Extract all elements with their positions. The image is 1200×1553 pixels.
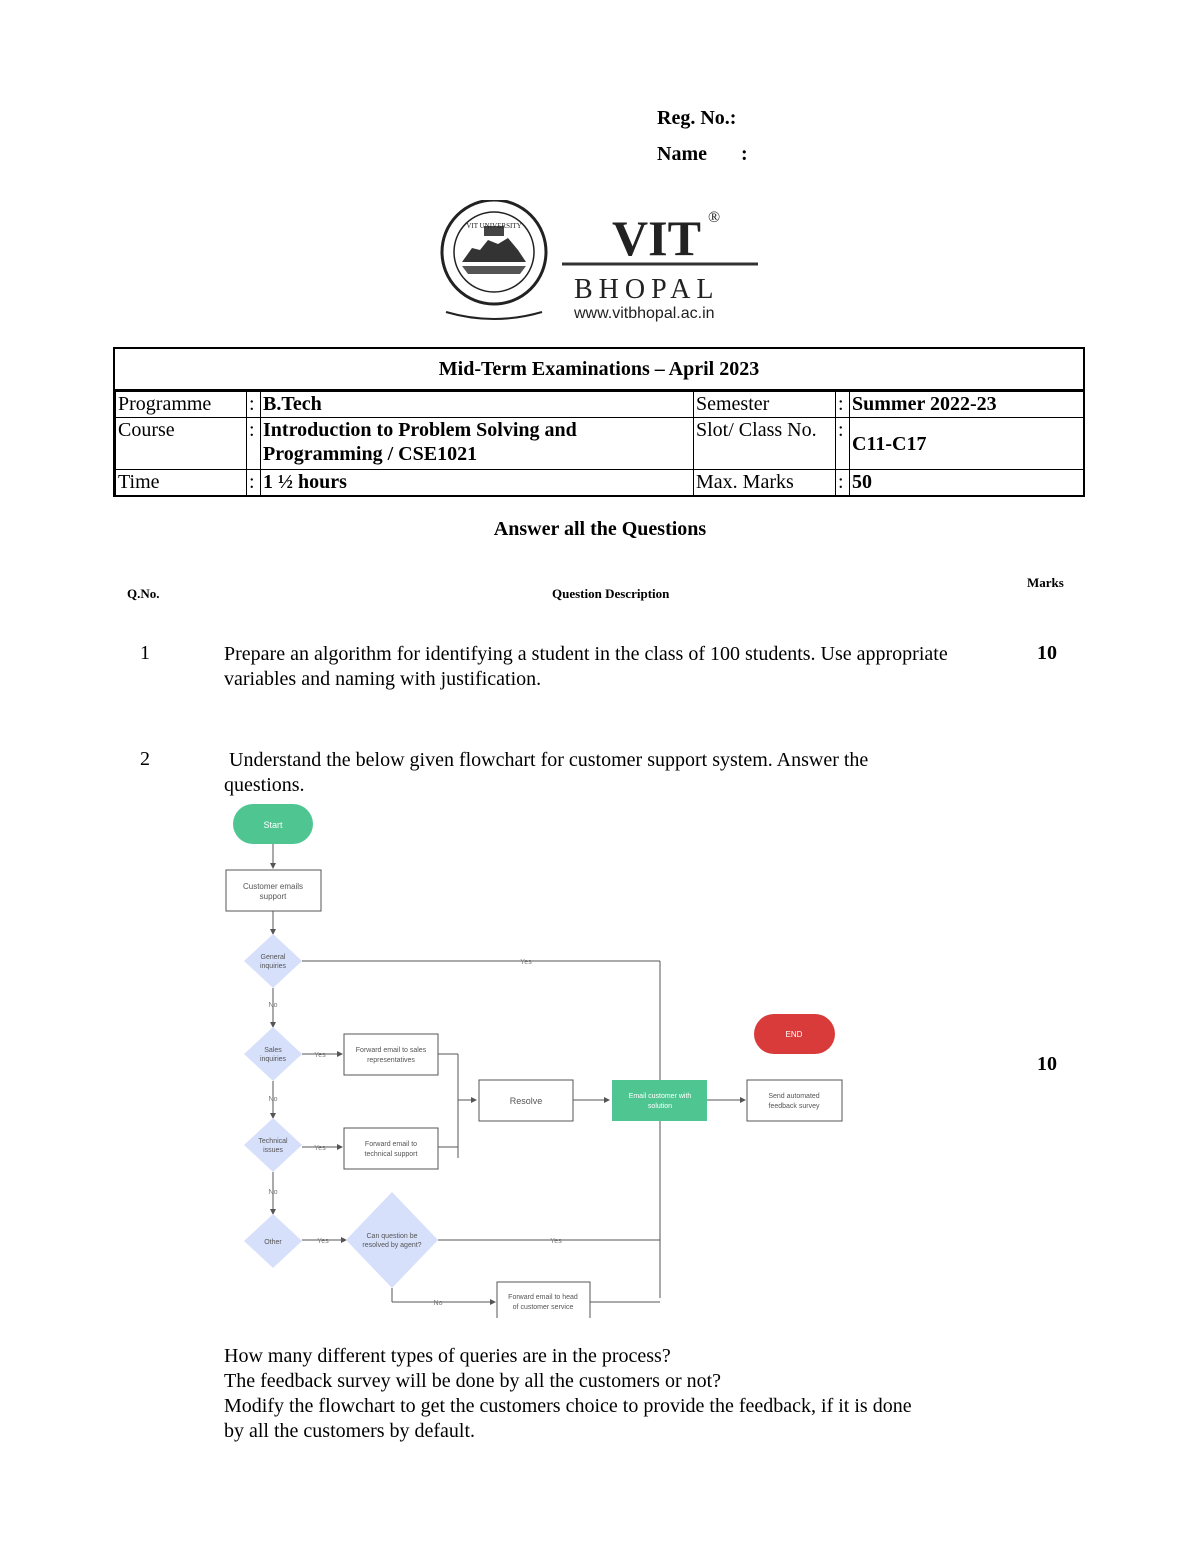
question-2-subquestions (224, 1344, 912, 1444)
email-solution-line1: Email customer with (628, 1093, 692, 1100)
customer-emails-line1: Customer emails (242, 882, 304, 891)
max-marks-label: Max. Marks (694, 470, 836, 496)
seal-inner-text: VIT UNIVERSITY (466, 222, 522, 230)
website-text[interactable]: www.vitbhopal.ac.in (574, 305, 715, 322)
forward-head-line1: Forward email to head (508, 1294, 578, 1301)
question-1-number: 1 (140, 642, 150, 664)
slot-value: C11-C17 (850, 418, 1084, 470)
question-2-line2: questions. (224, 774, 305, 796)
can-resolve-line2: resolved by agent? (362, 1242, 422, 1249)
sales-line2: inquiries (259, 1056, 287, 1063)
sales-line1: Sales (264, 1047, 282, 1054)
semester-value: Summer 2022-23 (850, 392, 1084, 418)
email-solution-node (612, 1080, 707, 1121)
question-2-line1: Understand the below given flowchart for customer support system. Answer the (224, 749, 869, 771)
other-label: Other (264, 1239, 282, 1246)
technical-no-label: No (268, 1189, 278, 1196)
exam-info-table (113, 347, 1085, 497)
colon: : (836, 418, 850, 470)
forward-sales-line2: representatives (367, 1057, 415, 1064)
qno-header: Q.No. (127, 586, 160, 601)
time-value: 1 ½ hours (261, 470, 694, 496)
forward-tech-node (344, 1128, 438, 1169)
can-resolve-yes-label: Yes (550, 1238, 562, 1245)
technical-line2: issues (263, 1147, 283, 1154)
customer-support-flowchart (220, 798, 850, 1318)
course-value-line1: Introduction to Problem Solving and (263, 419, 577, 441)
university-seal-icon (442, 200, 546, 319)
student-details (657, 100, 748, 172)
sales-no-label: No (268, 1096, 278, 1103)
sales-yes-label: Yes (314, 1052, 326, 1059)
question-2-text (224, 748, 1004, 798)
forward-sales-line1: Forward email to sales (355, 1047, 427, 1054)
course-value-line2: Programming / CSE1021 (263, 443, 478, 465)
name-label: Name (657, 143, 707, 165)
forward-sales-node (344, 1034, 438, 1075)
vit-bhopal-logo (432, 200, 762, 330)
end-label: END (785, 1030, 803, 1039)
general-yes-label: Yes (520, 959, 532, 966)
forward-tech-line2: technical support (364, 1151, 418, 1158)
marks-header: Marks (1027, 575, 1064, 590)
subquestion-2: The feedback survey will be done by all the customers or not? (224, 1370, 722, 1392)
colon: : (247, 392, 261, 418)
instructions: Answer all the Questions (493, 518, 707, 540)
brand-text: VIT (612, 210, 701, 266)
max-marks-value: 50 (850, 470, 1084, 496)
registered-mark: ® (708, 209, 721, 226)
question-1-marks: 10 (1037, 642, 1057, 664)
general-no-label: No (268, 1002, 278, 1009)
other-yes-label: Yes (317, 1238, 329, 1245)
subquestion-4: by all the customers by default. (224, 1420, 476, 1442)
course-label: Course (116, 418, 247, 470)
can-resolve-no-label: No (433, 1300, 443, 1307)
programme-label: Programme (116, 392, 247, 418)
question-1-text (224, 642, 1024, 692)
colon: : (836, 470, 850, 496)
sales-inquiries-node (244, 1027, 302, 1081)
technical-line1: Technical (258, 1138, 288, 1145)
programme-value: B.Tech (261, 392, 694, 418)
description-header: Question Description (552, 586, 670, 601)
forward-head-line2: of customer service (512, 1304, 574, 1311)
subquestion-3: Modify the flowchart to get the customers choice to provide the feedback, if it is done (224, 1395, 912, 1417)
exam-details (115, 391, 1084, 496)
send-survey-line2: feedback survey (768, 1103, 820, 1110)
question-2-marks: 10 (1037, 1053, 1057, 1075)
general-inquiries-node (244, 934, 302, 988)
can-resolve-node (346, 1192, 438, 1288)
can-resolve-line1: Can question be (366, 1233, 418, 1240)
subquestion-1: How many different types of queries are in the process? (224, 1345, 671, 1367)
course-value (261, 418, 694, 470)
colon: : (247, 418, 261, 470)
colon: : (836, 392, 850, 418)
colon: : (247, 470, 261, 496)
semester-label: Semester (694, 392, 836, 418)
resolve-label: Resolve (509, 1096, 543, 1106)
email-solution-line2: solution (647, 1103, 673, 1110)
campus-text: BHOPAL (574, 274, 720, 305)
start-label: Start (263, 820, 283, 830)
general-line2: inquiries (259, 963, 287, 970)
customer-emails-line2: support (259, 892, 287, 901)
slot-label: Slot/ Class No. (694, 418, 836, 470)
name-colon: : (741, 143, 748, 165)
question-1-line1: Prepare an algorithm for identifying a student in the class of 100 students. Use appropriate (224, 643, 948, 665)
send-survey-node (747, 1080, 842, 1121)
time-label: Time (116, 470, 247, 496)
exam-title: Mid-Term Examinations – April 2023 (115, 349, 1083, 391)
general-line1: General (260, 954, 286, 961)
technical-yes-label: Yes (314, 1145, 326, 1152)
send-survey-line1: Send automated (768, 1093, 820, 1100)
technical-issues-node (244, 1118, 302, 1172)
question-2-number: 2 (140, 748, 150, 770)
forward-tech-line1: Forward email to (364, 1141, 418, 1148)
question-1-line2: variables and naming with justification. (224, 668, 542, 690)
reg-no-label: Reg. No.: (657, 107, 737, 129)
